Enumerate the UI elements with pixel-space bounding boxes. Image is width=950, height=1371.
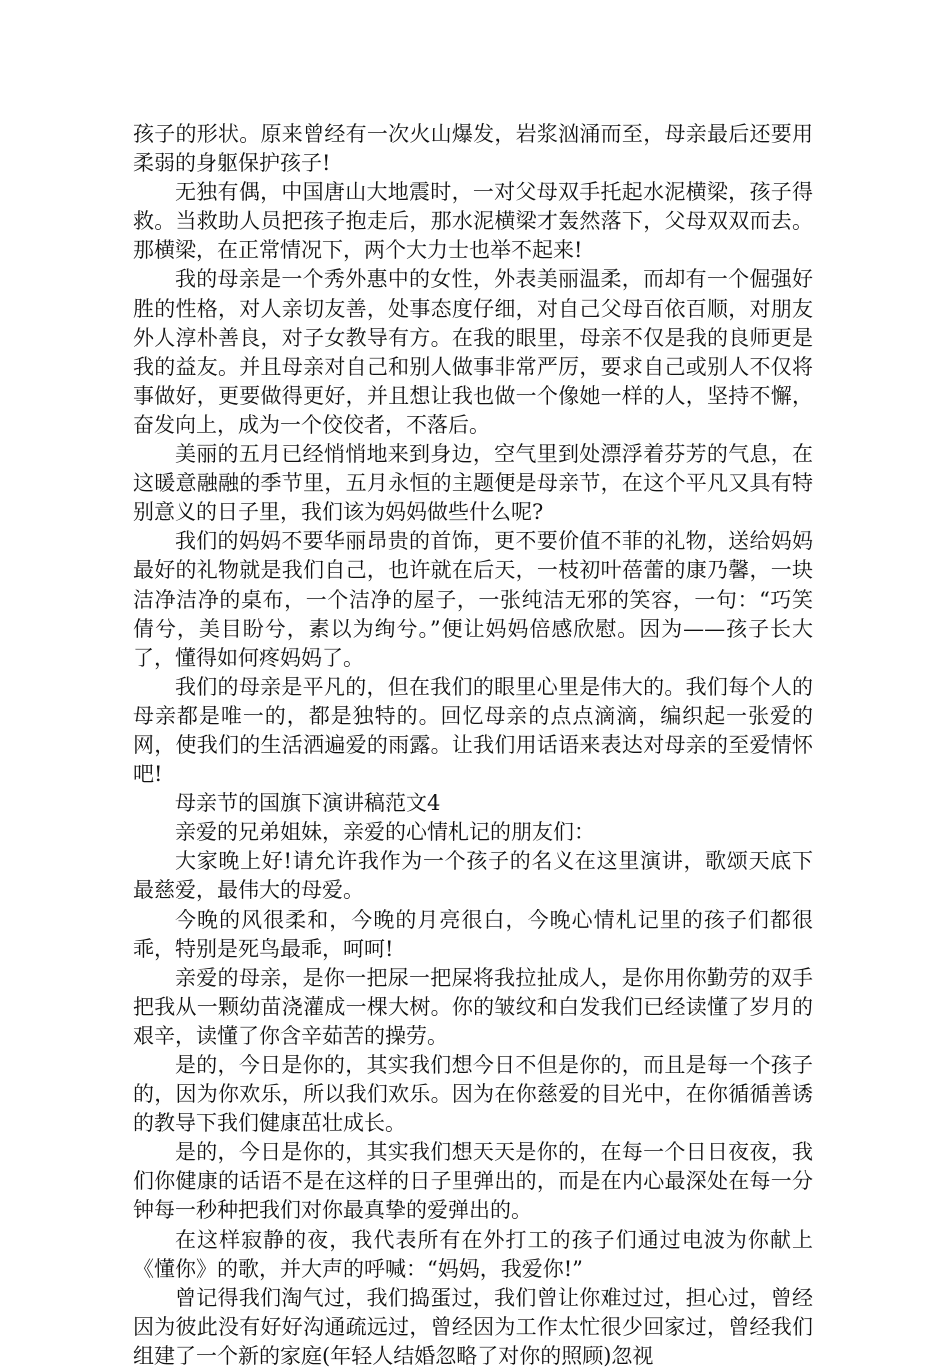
paragraph-tonight: 今晚的风很柔和，今晚的月亮很白，今晚心情札记里的孩子们都很乖，特别是死鸟最乖，呵呵! bbox=[133, 907, 813, 961]
paragraph-tangshan: 无独有偶，中国唐山大地震时，一对父母双手托起水泥横梁，孩子得救。当救助人员把孩子抱走后，那水泥横梁才轰然落下，父母双双而去。那横梁，在正常情况下，两个大力士也举不起来! bbox=[133, 180, 813, 263]
paragraph-my-mother: 我的母亲是一个秀外惠中的女性，外表美丽温柔，而却有一个倔强好胜的性格，对人亲切友善，处事态度仔细，对自己父母百依百顺，对朋友外人淳朴善良，对子女教导有方。在我的眼里，母亲不仅是我的良师更是我的益友。并且母亲对自己和别人做事非常严厉，要求自己或别人不仅将事做好，更要做得更好，并且想让我也做一个像她一样的人，坚持不懈，奋发向上，成为一个佼佼者，不落后。 bbox=[133, 267, 813, 437]
section-heading: 母亲节的国旗下演讲稿范文4 bbox=[175, 791, 441, 816]
paragraph-may: 美丽的五月已经悄悄地来到身边，空气里到处漂浮着芬芳的气息，在这暖意融融的季节里，五月永恒的主题便是母亲节，在这个平凡又具有特别意义的日子里，我们该为妈妈做些什么呢? bbox=[133, 442, 813, 525]
paragraph-quiet-night: 在这样寂静的夜，我代表所有在外打工的孩子们通过电波为你献上《懂你》的歌，并大声的呼喊：“妈妈，我爱你!” bbox=[133, 1227, 813, 1281]
paragraph-greeting: 大家晚上好!请允许我作为一个孩子的名义在这里演讲，歌颂天底下最慈爱，最伟大的母爱。 bbox=[133, 849, 813, 903]
paragraph-ordinary-mother: 我们的母亲是平凡的，但在我们的眼里心里是伟大的。我们每个人的母亲都是唯一的，都是独特的。回忆母亲的点点滴滴，编织起一张爱的网，使我们的生活洒遍爱的雨露。让我们用话语来表达对母亲的至爱情怀吧! bbox=[133, 674, 813, 787]
paragraph-dear-mother: 亲爱的母亲，是你一把尿一把屎将我拉扯成人，是你用你勤劳的双手把我从一颗幼苗浇灌成一棵大树。你的皱纹和白发我们已经读懂了岁月的艰辛，读懂了你含辛茹苦的操劳。 bbox=[133, 965, 813, 1048]
paragraph-volcano: 孩子的形状。原来曾经有一次火山爆发，岩浆汹涌而至，母亲最后还要用柔弱的身躯保护孩子! bbox=[133, 122, 813, 176]
paragraph-gift: 我们的妈妈不要华丽昂贵的首饰，更不要价值不菲的礼物，送给妈妈最好的礼物就是我们自己，也许就在后天，一枝初叶蓓蕾的康乃馨，一块洁净洁净的桌布，一个洁净的屋子，一张纯洁无邪的笑容，一句：“巧笑倩兮，美目盼兮，素以为绚兮。”便让妈妈倍感欣慰。因为——孩子长大了，懂得如何疼妈妈了。 bbox=[133, 529, 813, 670]
paragraph-salutation: 亲爱的兄弟姐妹，亲爱的心情札记的朋友们： bbox=[175, 820, 595, 845]
paragraph-today-1: 是的，今日是你的，其实我们想今日不但是你的，而且是每一个孩子的，因为你欢乐，所以我们欢乐。因为在你慈爱的目光中，在你循循善诱的教导下我们健康茁壮成长。 bbox=[133, 1053, 813, 1136]
paragraph-remember: 曾记得我们淘气过，我们捣蛋过，我们曾让你难过过，担心过，曾经因为彼此没有好好沟通疏远过，曾经因为工作太忙很少回家过，曾经我们组建了一个新的家庭(年轻人结婚忽略了对你的照顾)忽视 bbox=[133, 1285, 813, 1368]
document-page bbox=[133, 120, 813, 1371]
paragraph-today-2: 是的，今日是你的，其实我们想天天是你的，在每一个日日夜夜，我们你健康的话语不是在这样的日子里弹出的，而是在内心最深处在每一分钟每一秒种把我们对你最真挚的爱弹出的。 bbox=[133, 1140, 813, 1223]
